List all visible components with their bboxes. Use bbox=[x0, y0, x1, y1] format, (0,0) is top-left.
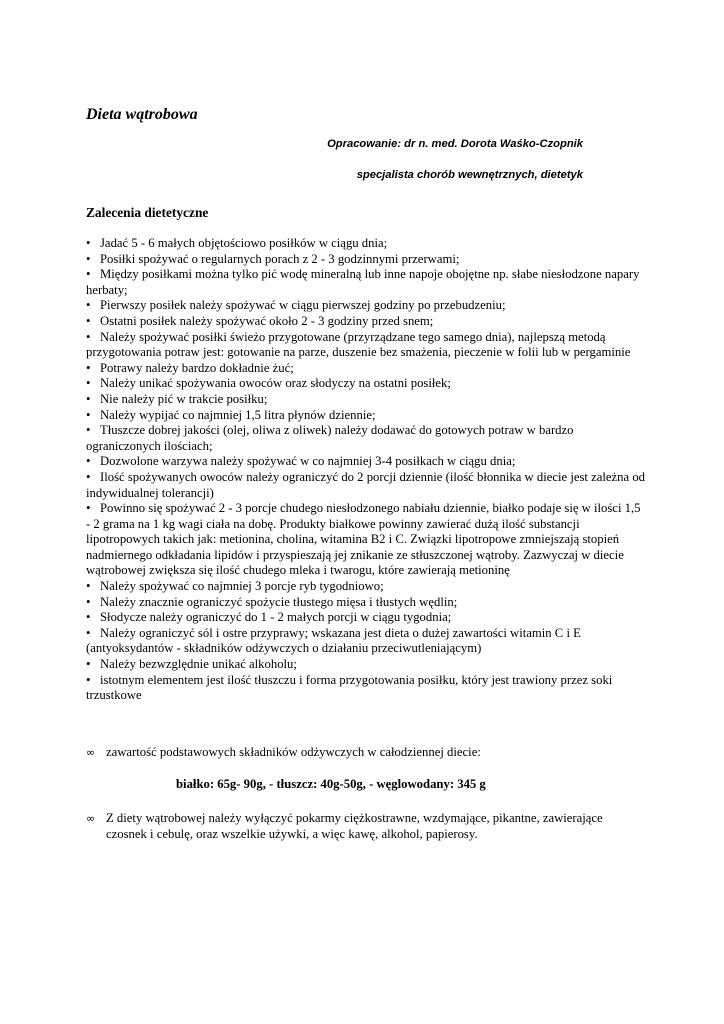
recommendation-text: istotnym elementem jest ilość tłuszczu i forma przygotowania posiłku, który jest trawiony przez soki trzustkowe bbox=[86, 672, 613, 703]
recommendation-item bbox=[86, 314, 646, 330]
bullet-icon: • bbox=[86, 657, 91, 672]
recommendation-item bbox=[86, 579, 646, 595]
nutrition-values: białko: 65g- 90g, - tłuszcz: 40g-50g, - węglowodany: 345 g bbox=[176, 777, 486, 791]
bullet-icon: • bbox=[86, 610, 91, 625]
recommendation-text: Nie należy pić w trakcie posiłku; bbox=[100, 391, 268, 406]
recommendation-item bbox=[86, 454, 646, 470]
recommendation-item bbox=[86, 470, 646, 501]
recommendation-text: Należy ograniczyć sól i ostre przyprawy; wskazana jest dieta o dużej zawartości witamin C i E (antyoksydantów - składników odżywczych o działaniu przeciwutleniającym) bbox=[86, 625, 581, 656]
bullet-icon: • bbox=[86, 391, 91, 406]
bullet-icon: • bbox=[86, 251, 91, 266]
recommendation-item bbox=[86, 392, 646, 408]
bullet-icon: • bbox=[86, 594, 91, 609]
recommendation-item bbox=[86, 376, 646, 392]
exclusion-item bbox=[86, 811, 646, 842]
bullet-icon: • bbox=[86, 625, 91, 640]
bullet-icon: • bbox=[86, 423, 91, 438]
author-line: Opracowanie: dr n. med. Dorota Waśko-Czopnik bbox=[327, 138, 583, 150]
recommendation-item bbox=[86, 361, 646, 377]
recommendation-item bbox=[86, 423, 646, 454]
bullet-icon: • bbox=[86, 360, 91, 375]
section-title: Zalecenia dietetyczne bbox=[86, 205, 209, 220]
recommendation-text: Należy unikać spożywania owoców oraz słodyczy na ostatni posiłek; bbox=[100, 376, 451, 391]
bullet-icon: • bbox=[86, 579, 91, 594]
recommendation-text: Należy spożywać co najmniej 3 porcje ryb tygodniowo; bbox=[100, 579, 384, 594]
recommendation-text: Należy znacznie ograniczyć spożycie tłustego mięsa i tłustych wędlin; bbox=[100, 594, 458, 609]
recommendation-text: Posiłki spożywać o regularnych porach z 2 - 3 godzinnymi przerwami; bbox=[100, 251, 460, 266]
recommendations-list bbox=[86, 236, 646, 704]
recommendation-text: Słodycze należy ograniczyć do 1 - 2 małych porcji w ciągu tygodnia; bbox=[100, 610, 452, 625]
recommendation-text: Między posiłkami można tylko pić wodę mineralną lub inne napoje obojętne np. słabe niesłodzone napary herbaty; bbox=[86, 267, 640, 297]
recommendation-item bbox=[86, 252, 646, 268]
recommendation-item bbox=[86, 595, 646, 611]
author-specialty-line: specjalista chorób wewnętrznych, dietetyk bbox=[356, 169, 583, 181]
recommendation-item bbox=[86, 657, 646, 673]
bullet-icon: • bbox=[86, 267, 91, 282]
bullet-icon: • bbox=[86, 407, 91, 422]
bullet-icon: • bbox=[86, 298, 91, 313]
exclusion-note-text: Z diety wątrobowej należy wyłączyć pokarmy ciężkostrawne, wzdymające, pikantne, zawierające czosnek i cebulę, oraz wszelkie używki, a więc kawę, alkohol, papierosy. bbox=[106, 811, 603, 841]
recommendation-item bbox=[86, 298, 646, 314]
recommendation-text: Ilość spożywanych owoców należy ograniczyć do 2 porcji dziennie (ilość błonnika w diecie jest zależna od indywidualnej tolerancji) bbox=[86, 469, 646, 500]
recommendation-item bbox=[86, 610, 646, 626]
infinity-bullet-icon: ∞ bbox=[86, 746, 96, 759]
bullet-icon: • bbox=[86, 329, 91, 344]
infinity-bullet-icon: ∞ bbox=[86, 812, 96, 825]
recommendation-item bbox=[86, 408, 646, 424]
document-title: Dieta wątrobowa bbox=[86, 106, 198, 123]
recommendation-item bbox=[86, 267, 646, 298]
recommendation-text: Powinno się spożywać 2 - 3 porcje chudego niesłodzonego nabiału dziennie, białko podaje się w ilości 1,5 - 2 grama na 1 kg wagi ciała na dobę. Produkty białkowe powinny zawierać dużą ilość substancji lipotropowych takich jak: metionina, cholina, witamina B2 i C. Związki lipotropowe zmniejszają stopień nadmiernego odkładania lipidów i przyspieszają jej znikanie ze stłuszczonej wątroby. Zazwyczaj w diecie wątrobowej zwiększa się ilość chudego mleka i twarogu, które zawierają metioninę bbox=[86, 501, 641, 578]
recommendation-text: Dozwolone warzywa należy spożywać w co najmniej 3-4 posiłkach w ciągu dnia; bbox=[100, 454, 516, 469]
bullet-icon: • bbox=[86, 236, 91, 250]
nutrition-intro-text: zawartość podstawowych składników odżywczych w całodziennej diecie: bbox=[106, 745, 481, 759]
recommendation-item bbox=[86, 236, 646, 252]
recommendation-item bbox=[86, 673, 646, 704]
recommendation-item bbox=[86, 626, 646, 657]
recommendation-text: Tłuszcze dobrej jakości (olej, oliwa z oliwek) należy dodawać do gotowych potraw w bardzo ograniczonych ilościach; bbox=[86, 423, 574, 453]
recommendation-text: Potrawy należy bardzo dokładnie żuć; bbox=[100, 360, 294, 375]
recommendation-item bbox=[86, 330, 646, 361]
recommendation-text: Należy bezwzględnie unikać alkoholu; bbox=[100, 657, 297, 672]
recommendation-text: Ostatni posiłek należy spożywać około 2 - 3 godziny przed snem; bbox=[100, 313, 434, 328]
bullet-icon: • bbox=[86, 313, 91, 328]
nutrition-intro-item bbox=[86, 745, 646, 761]
bullet-icon: • bbox=[86, 672, 91, 687]
bullet-icon: • bbox=[86, 501, 91, 516]
bullet-icon: • bbox=[86, 454, 91, 469]
recommendation-text: Należy wypijać co najmniej 1,5 litra płynów dziennie; bbox=[100, 407, 376, 422]
recommendation-item bbox=[86, 501, 646, 579]
recommendation-text: Pierwszy posiłek należy spożywać w ciągu pierwszej godziny po przebudzeniu; bbox=[100, 298, 506, 313]
recommendation-text: Należy spożywać posiłki świeżo przygotowane (przyrządzane tego samego dnia), najlepszą metodą przygotowania potraw jest: gotowanie na parze, duszenie bez smażenia, pieczenie w folii lub w pergaminie bbox=[86, 329, 631, 360]
bullet-icon: • bbox=[86, 469, 91, 484]
bullet-icon: • bbox=[86, 376, 91, 391]
recommendation-text: Jadać 5 - 6 małych objętościowo posiłków w ciągu dnia; bbox=[100, 236, 388, 250]
